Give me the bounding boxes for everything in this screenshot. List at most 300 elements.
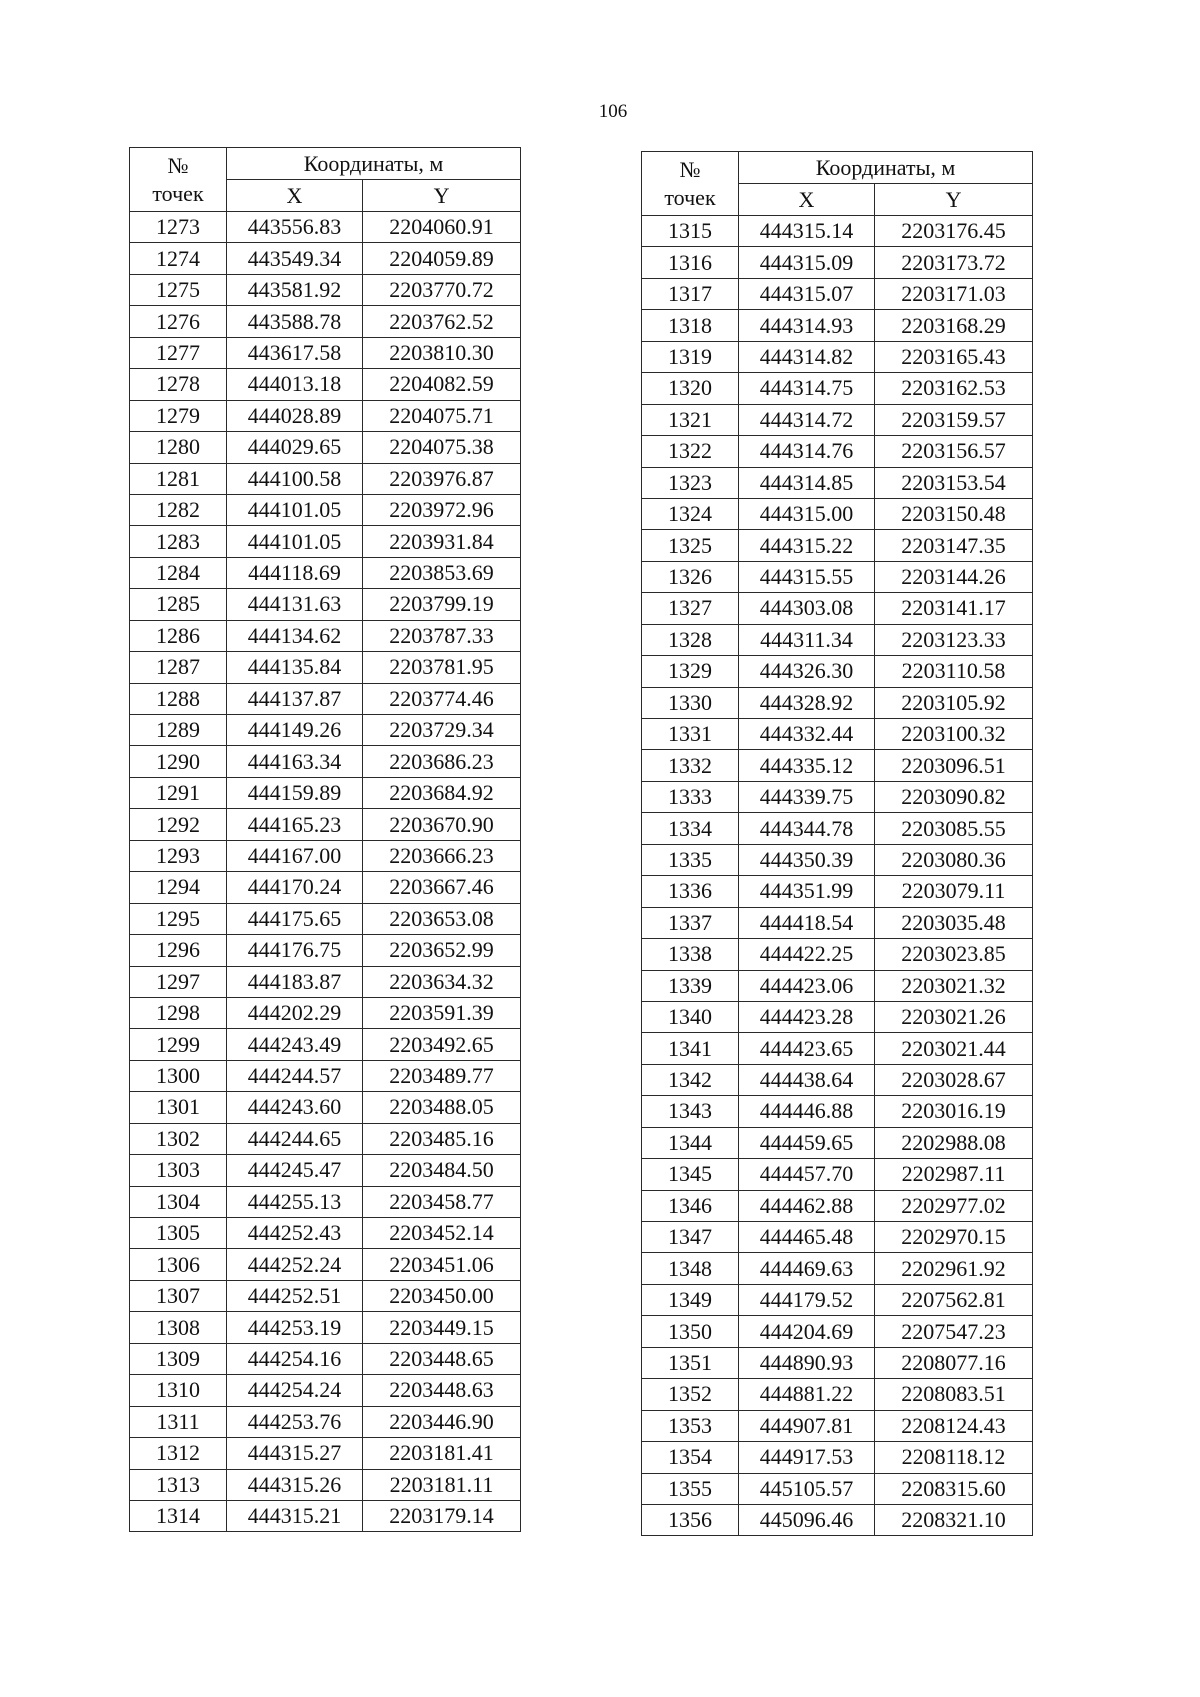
y-coordinate-cell: 2208118.12 bbox=[875, 1442, 1033, 1473]
x-coordinate-cell: 444252.51 bbox=[227, 1280, 363, 1311]
x-coordinate-cell: 444303.08 bbox=[739, 593, 875, 624]
y-coordinate-cell: 2203085.55 bbox=[875, 813, 1033, 844]
y-coordinate-cell: 2203171.03 bbox=[875, 278, 1033, 309]
x-coordinate-cell: 444446.88 bbox=[739, 1096, 875, 1127]
x-coordinate-cell: 444253.19 bbox=[227, 1312, 363, 1343]
table-row bbox=[642, 1410, 1033, 1441]
point-number-cell: 1274 bbox=[130, 243, 227, 274]
x-coordinate-cell: 444013.18 bbox=[227, 369, 363, 400]
table-row bbox=[130, 966, 521, 997]
table-row bbox=[130, 1469, 521, 1500]
x-coordinate-cell: 444314.72 bbox=[739, 404, 875, 435]
y-coordinate-cell: 2203489.77 bbox=[363, 1060, 521, 1091]
x-coordinate-cell: 444134.62 bbox=[227, 620, 363, 651]
y-coordinate-cell: 2204075.71 bbox=[363, 400, 521, 431]
y-coordinate-cell: 2203781.95 bbox=[363, 652, 521, 683]
y-coordinate-cell: 2203123.33 bbox=[875, 624, 1033, 655]
table-row bbox=[130, 683, 521, 714]
y-coordinate-cell: 2203762.52 bbox=[363, 306, 521, 337]
y-coordinate-cell: 2203931.84 bbox=[363, 526, 521, 557]
x-coordinate-cell: 444469.63 bbox=[739, 1253, 875, 1284]
table-row bbox=[642, 1127, 1033, 1158]
table-row bbox=[130, 903, 521, 934]
point-number-cell: 1307 bbox=[130, 1280, 227, 1311]
y-coordinate-cell: 2203153.54 bbox=[875, 467, 1033, 498]
y-coordinate-cell: 2203162.53 bbox=[875, 373, 1033, 404]
y-coordinate-cell: 2202977.02 bbox=[875, 1190, 1033, 1221]
point-number-cell: 1344 bbox=[642, 1127, 739, 1158]
table-row bbox=[130, 809, 521, 840]
table-row bbox=[642, 624, 1033, 655]
point-number-cell: 1297 bbox=[130, 966, 227, 997]
y-coordinate-cell: 2208124.43 bbox=[875, 1410, 1033, 1441]
point-number-cell: 1313 bbox=[130, 1469, 227, 1500]
table-row bbox=[642, 216, 1033, 247]
y-coordinate-cell: 2203446.90 bbox=[363, 1406, 521, 1437]
table-row bbox=[642, 1442, 1033, 1473]
table-row bbox=[130, 1155, 521, 1186]
table-row bbox=[130, 1186, 521, 1217]
point-number-cell: 1294 bbox=[130, 872, 227, 903]
table-row bbox=[642, 1096, 1033, 1127]
point-number-cell: 1314 bbox=[130, 1500, 227, 1531]
table-row bbox=[642, 907, 1033, 938]
x-coordinate-cell: 444907.81 bbox=[739, 1410, 875, 1441]
point-number-cell: 1333 bbox=[642, 781, 739, 812]
x-coordinate-cell: 444339.75 bbox=[739, 781, 875, 812]
x-coordinate-cell: 444350.39 bbox=[739, 844, 875, 875]
x-header: X bbox=[739, 184, 875, 216]
points-label: точек bbox=[152, 180, 204, 206]
y-coordinate-cell: 2203021.44 bbox=[875, 1033, 1033, 1064]
point-number-cell: 1318 bbox=[642, 310, 739, 341]
point-number-cell: 1336 bbox=[642, 876, 739, 907]
x-coordinate-cell: 444423.28 bbox=[739, 1001, 875, 1032]
point-number-cell: 1278 bbox=[130, 369, 227, 400]
point-number-cell: 1330 bbox=[642, 687, 739, 718]
x-coordinate-cell: 443549.34 bbox=[227, 243, 363, 274]
table-row bbox=[130, 463, 521, 494]
y-coordinate-cell: 2203670.90 bbox=[363, 809, 521, 840]
table-row bbox=[130, 1312, 521, 1343]
point-number-cell: 1351 bbox=[642, 1347, 739, 1378]
point-number-cell: 1281 bbox=[130, 463, 227, 494]
point-number-cell: 1343 bbox=[642, 1096, 739, 1127]
point-number-cell: 1348 bbox=[642, 1253, 739, 1284]
point-number-cell: 1283 bbox=[130, 526, 227, 557]
point-number-cell: 1331 bbox=[642, 719, 739, 750]
y-coordinate-cell: 2203168.29 bbox=[875, 310, 1033, 341]
x-coordinate-cell: 444176.75 bbox=[227, 935, 363, 966]
point-number-cell: 1342 bbox=[642, 1064, 739, 1095]
y-coordinate-cell: 2203141.17 bbox=[875, 593, 1033, 624]
table-row bbox=[642, 310, 1033, 341]
x-coordinate-cell: 444459.65 bbox=[739, 1127, 875, 1158]
table-row bbox=[642, 781, 1033, 812]
table-row bbox=[642, 1504, 1033, 1535]
y-coordinate-cell: 2203458.77 bbox=[363, 1186, 521, 1217]
point-number-cell: 1349 bbox=[642, 1284, 739, 1315]
table-row bbox=[130, 1375, 521, 1406]
y-coordinate-cell: 2203853.69 bbox=[363, 557, 521, 588]
table-row bbox=[130, 1343, 521, 1374]
x-coordinate-cell: 444170.24 bbox=[227, 872, 363, 903]
point-number-cell: 1316 bbox=[642, 247, 739, 278]
y-coordinate-cell: 2203485.16 bbox=[363, 1123, 521, 1154]
table-row bbox=[130, 935, 521, 966]
table-row bbox=[642, 656, 1033, 687]
table-row bbox=[130, 997, 521, 1028]
point-number-header bbox=[130, 148, 227, 212]
table-row bbox=[642, 1284, 1033, 1315]
x-coordinate-cell: 445096.46 bbox=[739, 1504, 875, 1535]
x-coordinate-cell: 444204.69 bbox=[739, 1316, 875, 1347]
y-coordinate-cell: 2203181.41 bbox=[363, 1438, 521, 1469]
x-coordinate-cell: 444202.29 bbox=[227, 997, 363, 1028]
y-coordinate-cell: 2203492.65 bbox=[363, 1029, 521, 1060]
table-row bbox=[642, 939, 1033, 970]
x-coordinate-cell: 444029.65 bbox=[227, 432, 363, 463]
table-row bbox=[642, 844, 1033, 875]
table-row bbox=[130, 1406, 521, 1437]
table-row bbox=[130, 746, 521, 777]
x-coordinate-cell: 444183.87 bbox=[227, 966, 363, 997]
y-coordinate-cell: 2208077.16 bbox=[875, 1347, 1033, 1378]
table-row bbox=[642, 593, 1033, 624]
point-number-cell: 1308 bbox=[130, 1312, 227, 1343]
point-number-cell: 1326 bbox=[642, 561, 739, 592]
y-coordinate-cell: 2203799.19 bbox=[363, 589, 521, 620]
y-coordinate-cell: 2203144.26 bbox=[875, 561, 1033, 592]
y-coordinate-cell: 2203021.26 bbox=[875, 1001, 1033, 1032]
table-row bbox=[130, 1249, 521, 1280]
y-coordinate-cell: 2203159.57 bbox=[875, 404, 1033, 435]
table-row bbox=[130, 432, 521, 463]
x-coordinate-cell: 444315.09 bbox=[739, 247, 875, 278]
x-coordinate-cell: 444243.49 bbox=[227, 1029, 363, 1060]
y-coordinate-cell: 2208083.51 bbox=[875, 1379, 1033, 1410]
y-coordinate-cell: 2203016.19 bbox=[875, 1096, 1033, 1127]
x-coordinate-cell: 443581.92 bbox=[227, 274, 363, 305]
point-number-cell: 1282 bbox=[130, 494, 227, 525]
point-number-cell: 1354 bbox=[642, 1442, 739, 1473]
point-number-cell: 1288 bbox=[130, 683, 227, 714]
table-row bbox=[130, 840, 521, 871]
x-coordinate-cell: 444165.23 bbox=[227, 809, 363, 840]
table-row bbox=[642, 1159, 1033, 1190]
page-number: 106 bbox=[598, 101, 628, 122]
y-coordinate-cell: 2203100.32 bbox=[875, 719, 1033, 750]
table-body-left bbox=[130, 212, 521, 1532]
x-coordinate-cell: 444244.57 bbox=[227, 1060, 363, 1091]
point-number-cell: 1300 bbox=[130, 1060, 227, 1091]
point-number-cell: 1317 bbox=[642, 278, 739, 309]
table-row bbox=[130, 620, 521, 651]
point-number-cell: 1320 bbox=[642, 373, 739, 404]
point-number-cell: 1356 bbox=[642, 1504, 739, 1535]
x-coordinate-cell: 444100.58 bbox=[227, 463, 363, 494]
table-row bbox=[642, 341, 1033, 372]
point-number-cell: 1312 bbox=[130, 1438, 227, 1469]
y-coordinate-cell: 2203021.32 bbox=[875, 970, 1033, 1001]
table-row bbox=[130, 337, 521, 368]
table-row bbox=[130, 652, 521, 683]
y-coordinate-cell: 2203591.39 bbox=[363, 997, 521, 1028]
x-coordinate-cell: 443617.58 bbox=[227, 337, 363, 368]
y-coordinate-cell: 2207562.81 bbox=[875, 1284, 1033, 1315]
x-coordinate-cell: 444244.65 bbox=[227, 1123, 363, 1154]
table-row bbox=[642, 1379, 1033, 1410]
y-coordinate-cell: 2203147.35 bbox=[875, 530, 1033, 561]
x-coordinate-cell: 444179.52 bbox=[739, 1284, 875, 1315]
x-coordinate-cell: 444457.70 bbox=[739, 1159, 875, 1190]
table-row bbox=[642, 436, 1033, 467]
y-coordinate-cell: 2204059.89 bbox=[363, 243, 521, 274]
table-row bbox=[642, 373, 1033, 404]
point-number-cell: 1327 bbox=[642, 593, 739, 624]
point-number-cell: 1322 bbox=[642, 436, 739, 467]
table-row bbox=[642, 561, 1033, 592]
points-label: точек bbox=[664, 184, 716, 210]
table-row bbox=[130, 589, 521, 620]
table-row bbox=[642, 813, 1033, 844]
y-coordinate-cell: 2203449.15 bbox=[363, 1312, 521, 1343]
point-number-cell: 1347 bbox=[642, 1222, 739, 1253]
x-coordinate-cell: 444131.63 bbox=[227, 589, 363, 620]
point-number-cell: 1286 bbox=[130, 620, 227, 651]
y-coordinate-cell: 2203448.65 bbox=[363, 1343, 521, 1374]
x-coordinate-cell: 444438.64 bbox=[739, 1064, 875, 1095]
point-number-cell: 1332 bbox=[642, 750, 739, 781]
point-number-cell: 1309 bbox=[130, 1343, 227, 1374]
x-coordinate-cell: 444423.65 bbox=[739, 1033, 875, 1064]
coordinates-table-right bbox=[641, 151, 1033, 1536]
y-coordinate-cell: 2203810.30 bbox=[363, 337, 521, 368]
y-coordinate-cell: 2208315.60 bbox=[875, 1473, 1033, 1504]
table-row bbox=[642, 1190, 1033, 1221]
table-row bbox=[642, 247, 1033, 278]
x-coordinate-cell: 444252.43 bbox=[227, 1218, 363, 1249]
point-number-cell: 1328 bbox=[642, 624, 739, 655]
y-coordinate-cell: 2203176.45 bbox=[875, 216, 1033, 247]
x-coordinate-cell: 444462.88 bbox=[739, 1190, 875, 1221]
y-coordinate-cell: 2203156.57 bbox=[875, 436, 1033, 467]
y-coordinate-cell: 2203452.14 bbox=[363, 1218, 521, 1249]
table-row bbox=[130, 1280, 521, 1311]
y-coordinate-cell: 2203686.23 bbox=[363, 746, 521, 777]
x-coordinate-cell: 444101.05 bbox=[227, 526, 363, 557]
table-row bbox=[130, 872, 521, 903]
table-row bbox=[130, 715, 521, 746]
point-number-cell: 1296 bbox=[130, 935, 227, 966]
x-coordinate-cell: 444252.24 bbox=[227, 1249, 363, 1280]
x-coordinate-cell: 444315.14 bbox=[739, 216, 875, 247]
point-number-cell: 1323 bbox=[642, 467, 739, 498]
y-coordinate-cell: 2203774.46 bbox=[363, 683, 521, 714]
point-number-cell: 1325 bbox=[642, 530, 739, 561]
point-number-cell: 1290 bbox=[130, 746, 227, 777]
table-row bbox=[130, 1060, 521, 1091]
y-coordinate-cell: 2203110.58 bbox=[875, 656, 1033, 687]
table-row bbox=[130, 1123, 521, 1154]
y-coordinate-cell: 2203666.23 bbox=[363, 840, 521, 871]
point-number-cell: 1279 bbox=[130, 400, 227, 431]
y-coordinate-cell: 2203729.34 bbox=[363, 715, 521, 746]
table-row bbox=[642, 1222, 1033, 1253]
table-row bbox=[642, 278, 1033, 309]
table-row bbox=[130, 526, 521, 557]
x-coordinate-cell: 444175.65 bbox=[227, 903, 363, 934]
table-row bbox=[642, 1033, 1033, 1064]
table-row bbox=[130, 400, 521, 431]
y-coordinate-cell: 2203770.72 bbox=[363, 274, 521, 305]
x-coordinate-cell: 444315.27 bbox=[227, 1438, 363, 1469]
y-coordinate-cell: 2203972.96 bbox=[363, 494, 521, 525]
x-coordinate-cell: 444315.00 bbox=[739, 498, 875, 529]
table-row bbox=[130, 494, 521, 525]
y-coordinate-cell: 2203079.11 bbox=[875, 876, 1033, 907]
point-number-cell: 1304 bbox=[130, 1186, 227, 1217]
x-coordinate-cell: 444137.87 bbox=[227, 683, 363, 714]
table-row bbox=[130, 1092, 521, 1123]
x-coordinate-cell: 444167.00 bbox=[227, 840, 363, 871]
x-coordinate-cell: 444163.34 bbox=[227, 746, 363, 777]
x-coordinate-cell: 444254.24 bbox=[227, 1375, 363, 1406]
x-coordinate-cell: 444418.54 bbox=[739, 907, 875, 938]
table-row bbox=[130, 1218, 521, 1249]
x-coordinate-cell: 444422.25 bbox=[739, 939, 875, 970]
point-number-cell: 1280 bbox=[130, 432, 227, 463]
x-coordinate-cell: 444335.12 bbox=[739, 750, 875, 781]
x-coordinate-cell: 444254.16 bbox=[227, 1343, 363, 1374]
x-coordinate-cell: 444311.34 bbox=[739, 624, 875, 655]
table-body-right bbox=[642, 216, 1033, 1536]
point-number-cell: 1291 bbox=[130, 777, 227, 808]
point-number-cell: 1299 bbox=[130, 1029, 227, 1060]
x-coordinate-cell: 444028.89 bbox=[227, 400, 363, 431]
table-row bbox=[130, 1500, 521, 1531]
y-coordinate-cell: 2203096.51 bbox=[875, 750, 1033, 781]
point-number-cell: 1319 bbox=[642, 341, 739, 372]
x-coordinate-cell: 444315.55 bbox=[739, 561, 875, 592]
table-row bbox=[642, 1347, 1033, 1378]
y-coordinate-cell: 2203080.36 bbox=[875, 844, 1033, 875]
table-row bbox=[642, 876, 1033, 907]
point-number-cell: 1289 bbox=[130, 715, 227, 746]
x-coordinate-cell: 444326.30 bbox=[739, 656, 875, 687]
table-row bbox=[130, 212, 521, 243]
point-number-cell: 1302 bbox=[130, 1123, 227, 1154]
y-coordinate-cell: 2204060.91 bbox=[363, 212, 521, 243]
y-coordinate-cell: 2203976.87 bbox=[363, 463, 521, 494]
x-coordinate-cell: 444118.69 bbox=[227, 557, 363, 588]
y-coordinate-cell: 2203179.14 bbox=[363, 1500, 521, 1531]
table-row bbox=[130, 777, 521, 808]
y-coordinate-cell: 2204082.59 bbox=[363, 369, 521, 400]
y-header: Y bbox=[875, 184, 1033, 216]
point-number-cell: 1321 bbox=[642, 404, 739, 435]
y-header: Y bbox=[363, 180, 521, 212]
point-number-cell: 1310 bbox=[130, 1375, 227, 1406]
table-row bbox=[130, 557, 521, 588]
x-coordinate-cell: 444315.21 bbox=[227, 1500, 363, 1531]
point-number-cell: 1337 bbox=[642, 907, 739, 938]
x-coordinate-cell: 444135.84 bbox=[227, 652, 363, 683]
point-number-cell: 1311 bbox=[130, 1406, 227, 1437]
point-number-cell: 1350 bbox=[642, 1316, 739, 1347]
point-number-cell: 1276 bbox=[130, 306, 227, 337]
y-coordinate-cell: 2203023.85 bbox=[875, 939, 1033, 970]
y-coordinate-cell: 2203181.11 bbox=[363, 1469, 521, 1500]
point-number-cell: 1273 bbox=[130, 212, 227, 243]
point-number-cell: 1293 bbox=[130, 840, 227, 871]
x-coordinate-cell: 443588.78 bbox=[227, 306, 363, 337]
y-coordinate-cell: 2202961.92 bbox=[875, 1253, 1033, 1284]
point-number-cell: 1298 bbox=[130, 997, 227, 1028]
number-sign-label: № bbox=[679, 156, 701, 182]
x-coordinate-cell: 444328.92 bbox=[739, 687, 875, 718]
point-number-cell: 1292 bbox=[130, 809, 227, 840]
point-number-cell: 1329 bbox=[642, 656, 739, 687]
point-number-cell: 1346 bbox=[642, 1190, 739, 1221]
coordinates-header: Координаты, м bbox=[739, 152, 1033, 184]
table-row bbox=[642, 1253, 1033, 1284]
coordinates-header: Координаты, м bbox=[227, 148, 521, 180]
point-number-cell: 1284 bbox=[130, 557, 227, 588]
point-number-cell: 1285 bbox=[130, 589, 227, 620]
y-coordinate-cell: 2203448.63 bbox=[363, 1375, 521, 1406]
y-coordinate-cell: 2203634.32 bbox=[363, 966, 521, 997]
point-number-cell: 1277 bbox=[130, 337, 227, 368]
table-row bbox=[642, 498, 1033, 529]
table-row bbox=[642, 530, 1033, 561]
y-coordinate-cell: 2203150.48 bbox=[875, 498, 1033, 529]
y-coordinate-cell: 2203488.05 bbox=[363, 1092, 521, 1123]
table-row bbox=[130, 306, 521, 337]
y-coordinate-cell: 2203173.72 bbox=[875, 247, 1033, 278]
x-coordinate-cell: 444315.22 bbox=[739, 530, 875, 561]
point-number-cell: 1295 bbox=[130, 903, 227, 934]
x-coordinate-cell: 445105.57 bbox=[739, 1473, 875, 1504]
table-row bbox=[130, 1029, 521, 1060]
table-row bbox=[130, 369, 521, 400]
table-row bbox=[642, 970, 1033, 1001]
x-coordinate-cell: 444253.76 bbox=[227, 1406, 363, 1437]
point-number-cell: 1353 bbox=[642, 1410, 739, 1441]
table-row bbox=[642, 719, 1033, 750]
x-coordinate-cell: 444315.26 bbox=[227, 1469, 363, 1500]
y-coordinate-cell: 2203652.99 bbox=[363, 935, 521, 966]
y-coordinate-cell: 2208321.10 bbox=[875, 1504, 1033, 1535]
point-number-cell: 1352 bbox=[642, 1379, 739, 1410]
point-number-cell: 1339 bbox=[642, 970, 739, 1001]
x-coordinate-cell: 444890.93 bbox=[739, 1347, 875, 1378]
point-number-cell: 1287 bbox=[130, 652, 227, 683]
y-coordinate-cell: 2203450.00 bbox=[363, 1280, 521, 1311]
point-number-cell: 1315 bbox=[642, 216, 739, 247]
table-row bbox=[642, 750, 1033, 781]
y-coordinate-cell: 2203484.50 bbox=[363, 1155, 521, 1186]
x-coordinate-cell: 444243.60 bbox=[227, 1092, 363, 1123]
point-number-cell: 1306 bbox=[130, 1249, 227, 1280]
y-coordinate-cell: 2203667.46 bbox=[363, 872, 521, 903]
y-coordinate-cell: 2207547.23 bbox=[875, 1316, 1033, 1347]
point-number-cell: 1301 bbox=[130, 1092, 227, 1123]
point-number-cell: 1303 bbox=[130, 1155, 227, 1186]
y-coordinate-cell: 2202970.15 bbox=[875, 1222, 1033, 1253]
y-coordinate-cell: 2202988.08 bbox=[875, 1127, 1033, 1158]
x-coordinate-cell: 444332.44 bbox=[739, 719, 875, 750]
